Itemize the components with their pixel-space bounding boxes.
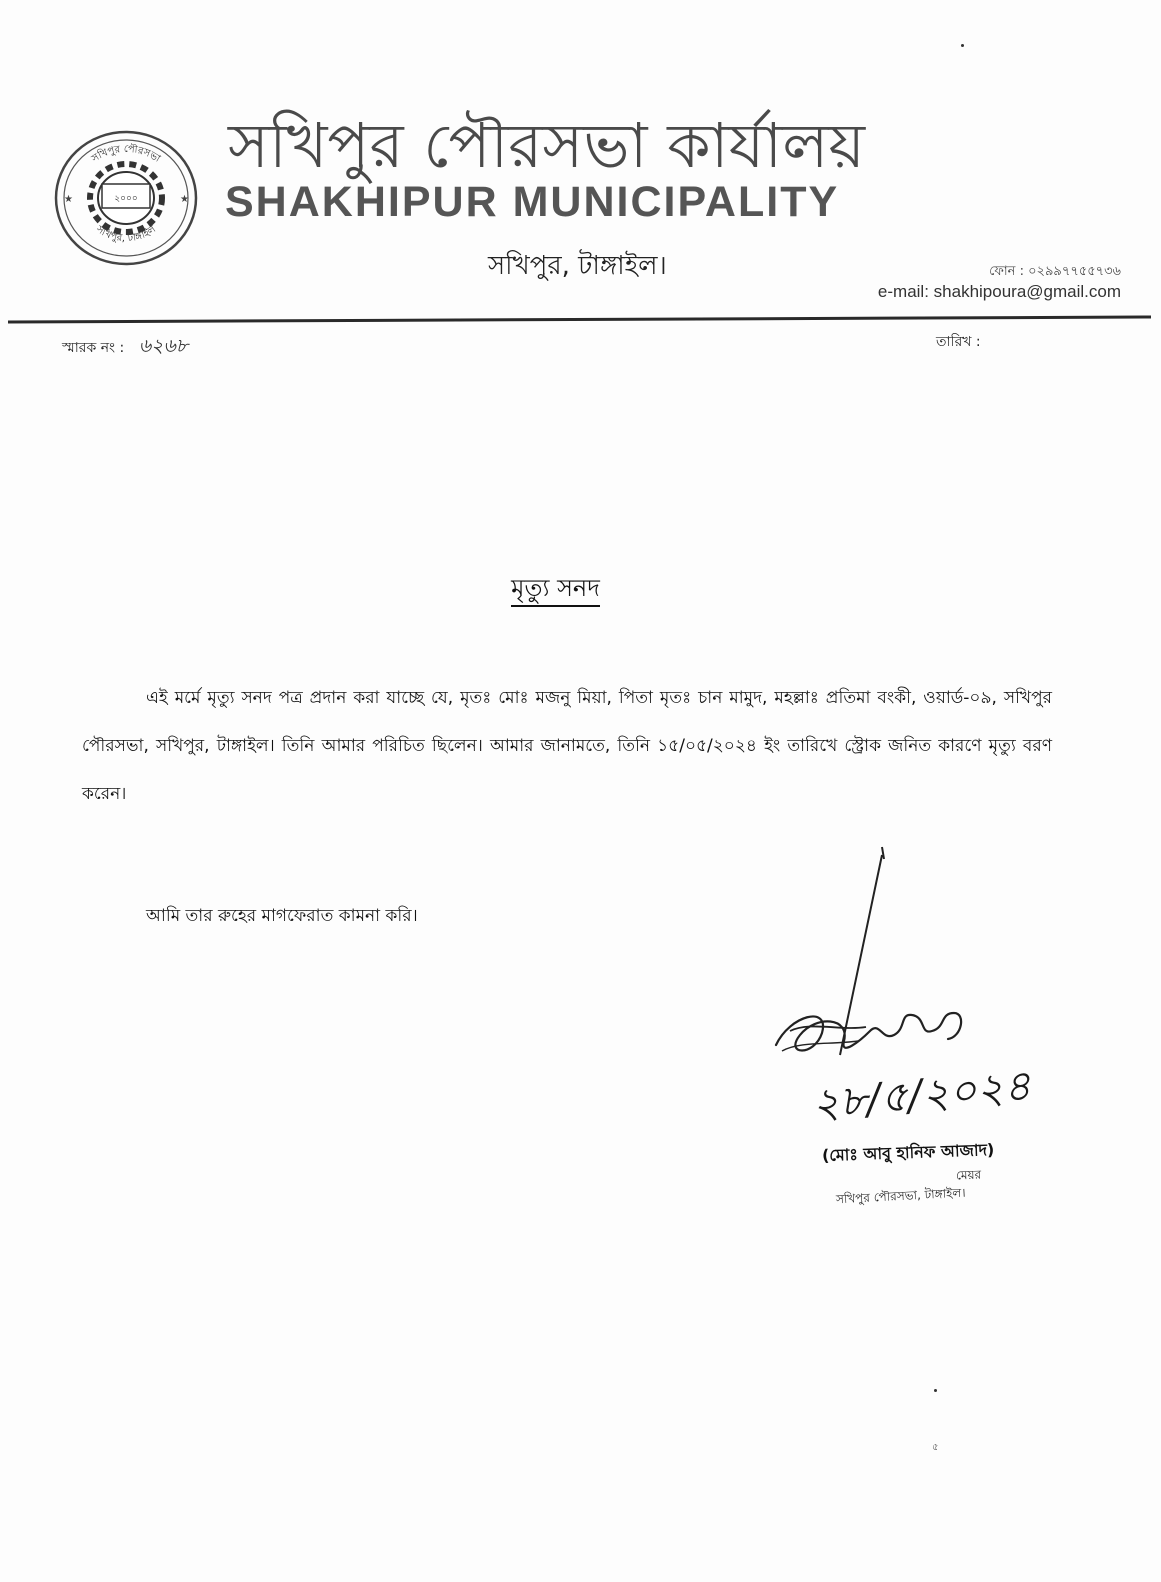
- signer-title: মেয়র: [955, 1167, 982, 1183]
- date-label: তারিখ :: [936, 334, 981, 350]
- svg-text:সখিপুর, টাঙ্গাইল: [93, 223, 158, 244]
- svg-text:★: ★: [180, 194, 189, 205]
- letterhead-title-english: SHAKHIPUR MUNICIPALITY: [225, 178, 840, 226]
- svg-text:★: ★: [64, 194, 73, 205]
- letterhead-address: সখিপুর, টাঙ্গাইল।: [488, 251, 667, 281]
- letterhead-divider: [8, 316, 1151, 324]
- municipality-seal-icon: [52, 128, 200, 268]
- document-title: [0, 570, 1111, 610]
- memo-number: ৬২৬৮: [138, 335, 189, 357]
- memo-label: স্মারক নং :: [62, 340, 125, 356]
- handwritten-date: ২৮/৫/২০২৪: [810, 1060, 1033, 1129]
- letterhead-email: e-mail: shakhipoura@gmail.com: [877, 282, 1121, 301]
- seal-ring-text: সখিপুর পৌরসভা: [89, 143, 162, 165]
- seal-bottom-text: সখিপুর, টাঙ্গাইল: [94, 223, 158, 245]
- closing-line: আমি তার রুহের মাগফেরাত কামনা করি।: [146, 906, 418, 926]
- letterhead-phone: ফোন : ০২৯৯৭৭৫৫৭৩৬: [989, 264, 1121, 279]
- svg-text:সখিপুর পৌরসভা: [89, 143, 163, 166]
- scan-speck: [961, 44, 964, 47]
- memo-reference: [62, 332, 188, 364]
- scan-speck: [934, 1389, 937, 1392]
- signer-name: (মোঃ আবু হানিফ আজাদ): [821, 1139, 995, 1166]
- signer-organization: সখিপুর পৌরসভা, টাঙ্গাইল।: [835, 1185, 966, 1207]
- certificate-body: এই মর্মে মৃত্যু সনদ পত্র প্রদান করা যাচ্ছে যে, মৃতঃ মোঃ মজনু মিয়া, পিতা মৃতঃ চান মামুদ, মহল্লাঃ প্রতিমা বংকী, ওয়ার্ড-০৯, সখিপুর পৌরসভা, সখিপুর, টাঙ্গাইল। তিনি আমার পরিচিত ছিলেন। আমার জানামতে, তিনি ১৫/০৫/২০২৪ ইং তারিখে স্ট্রোক জনিত কারণে মৃত্যু বরণ করেন।: [82, 688, 1052, 804]
- seal-year: ২০০০: [114, 194, 138, 204]
- document-title-text: মৃত্যু সনদ: [511, 574, 600, 607]
- page-mark: ৫: [932, 1442, 939, 1453]
- letterhead-title-bangla: সখিপুর পৌরসভা কার্যালয়: [228, 109, 866, 182]
